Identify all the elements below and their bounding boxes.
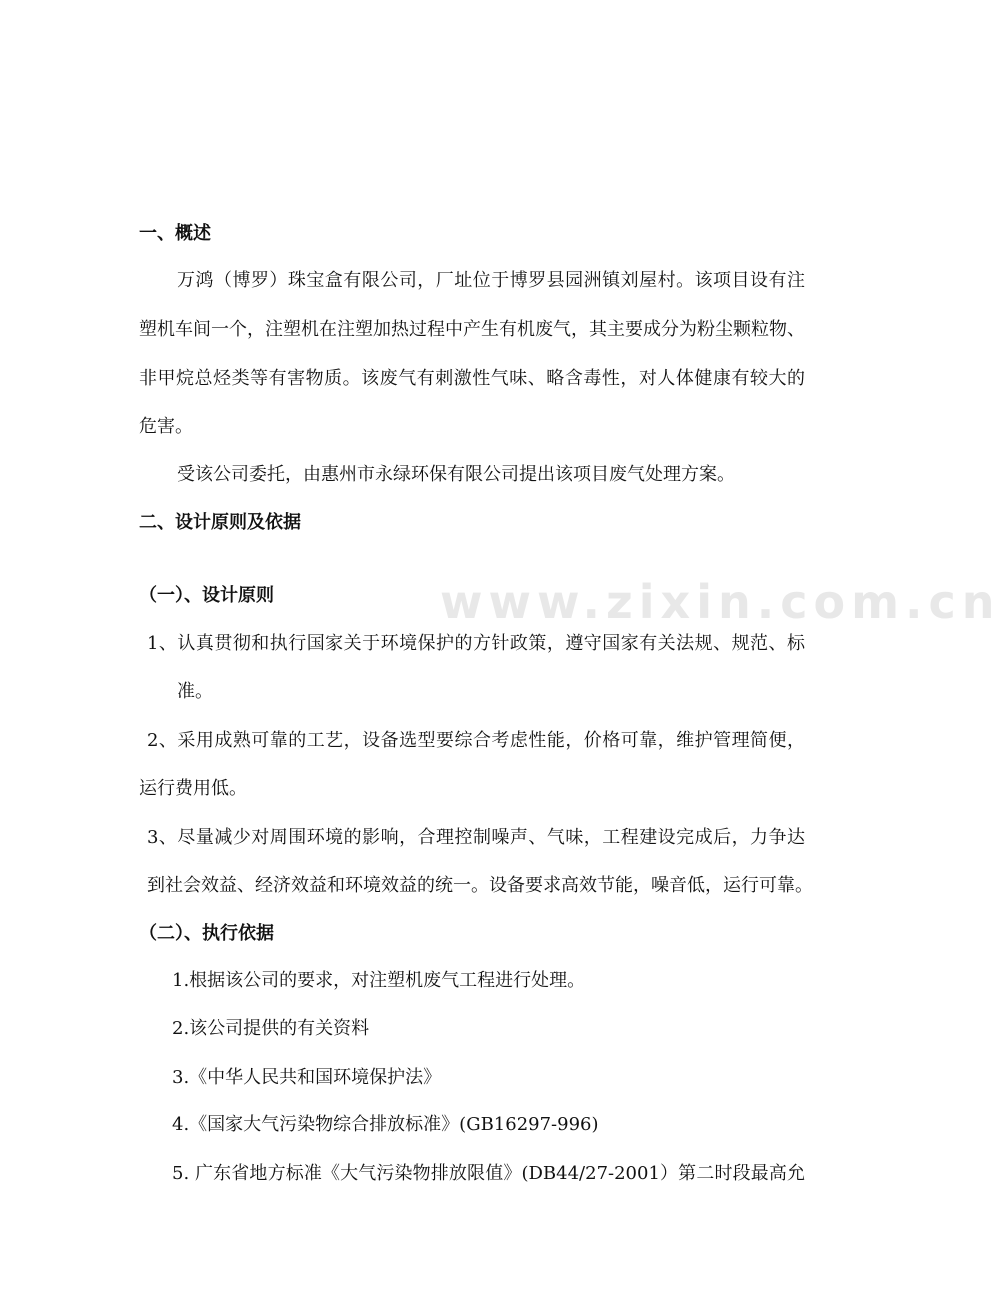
- basis-item-1: 1.根据该公司的要求，对注塑机废气工程进行处理。: [172, 970, 586, 991]
- principle-1-line-2: 准。: [177, 681, 213, 702]
- basis-item-2: 2.该公司提供的有关资料: [172, 1018, 370, 1039]
- overview-line-4: 危害。: [139, 416, 193, 437]
- basis-item-4: 4.《国家大气污染物综合排放标准》(GB16297-996): [172, 1114, 599, 1135]
- principle-1-line-1: 1、认真贯彻和执行国家关于环境保护的方针政策，遵守国家有关法规、规范、标: [147, 633, 805, 654]
- principle-2-line-2: 运行费用低。: [139, 778, 247, 799]
- principle-3-line-1: 3、尽量减少对周围环境的影响，合理控制噪声、气味，工程建设完成后，力争达: [147, 827, 805, 848]
- basis-item-3: 3.《中华人民共和国环境保护法》: [172, 1067, 442, 1088]
- overview-line-1: 万鸿（博罗）珠宝盒有限公司，厂址位于博罗县园洲镇刘屋村。该项目设有注: [177, 270, 805, 291]
- watermark: www.zixin.com.cn: [440, 575, 1001, 629]
- basis-heading: （二）、执行依据: [139, 923, 274, 944]
- overview-heading: 一、概述: [139, 223, 211, 244]
- basis-item-5: 5. 广东省地方标准《大气污染物排放限值》(DB44/27-2001）第二时段最高允: [172, 1163, 805, 1184]
- principle-3-line-2: 到社会效益、经济效益和环境效益的统一。设备要求高效节能，噪音低，运行可靠。: [147, 875, 813, 896]
- principle-2-line-1: 2、采用成熟可靠的工艺，设备选型要综合考虑性能，价格可靠，维护管理简便，: [147, 730, 805, 751]
- overview-line-3: 非甲烷总烃类等有害物质。该废气有刺激性气味、略含毒性，对人体健康有较大的: [139, 368, 805, 389]
- design-heading: 二、设计原则及依据: [139, 512, 301, 533]
- overview-line-2: 塑机车间一个，注塑机在注塑加热过程中产生有机废气，其主要成分为粉尘颗粒物、: [139, 319, 805, 340]
- overview-paragraph-2: 受该公司委托，由惠州市永绿环保有限公司提出该项目废气处理方案。: [177, 464, 735, 485]
- principles-heading: （一）、设计原则: [139, 585, 274, 606]
